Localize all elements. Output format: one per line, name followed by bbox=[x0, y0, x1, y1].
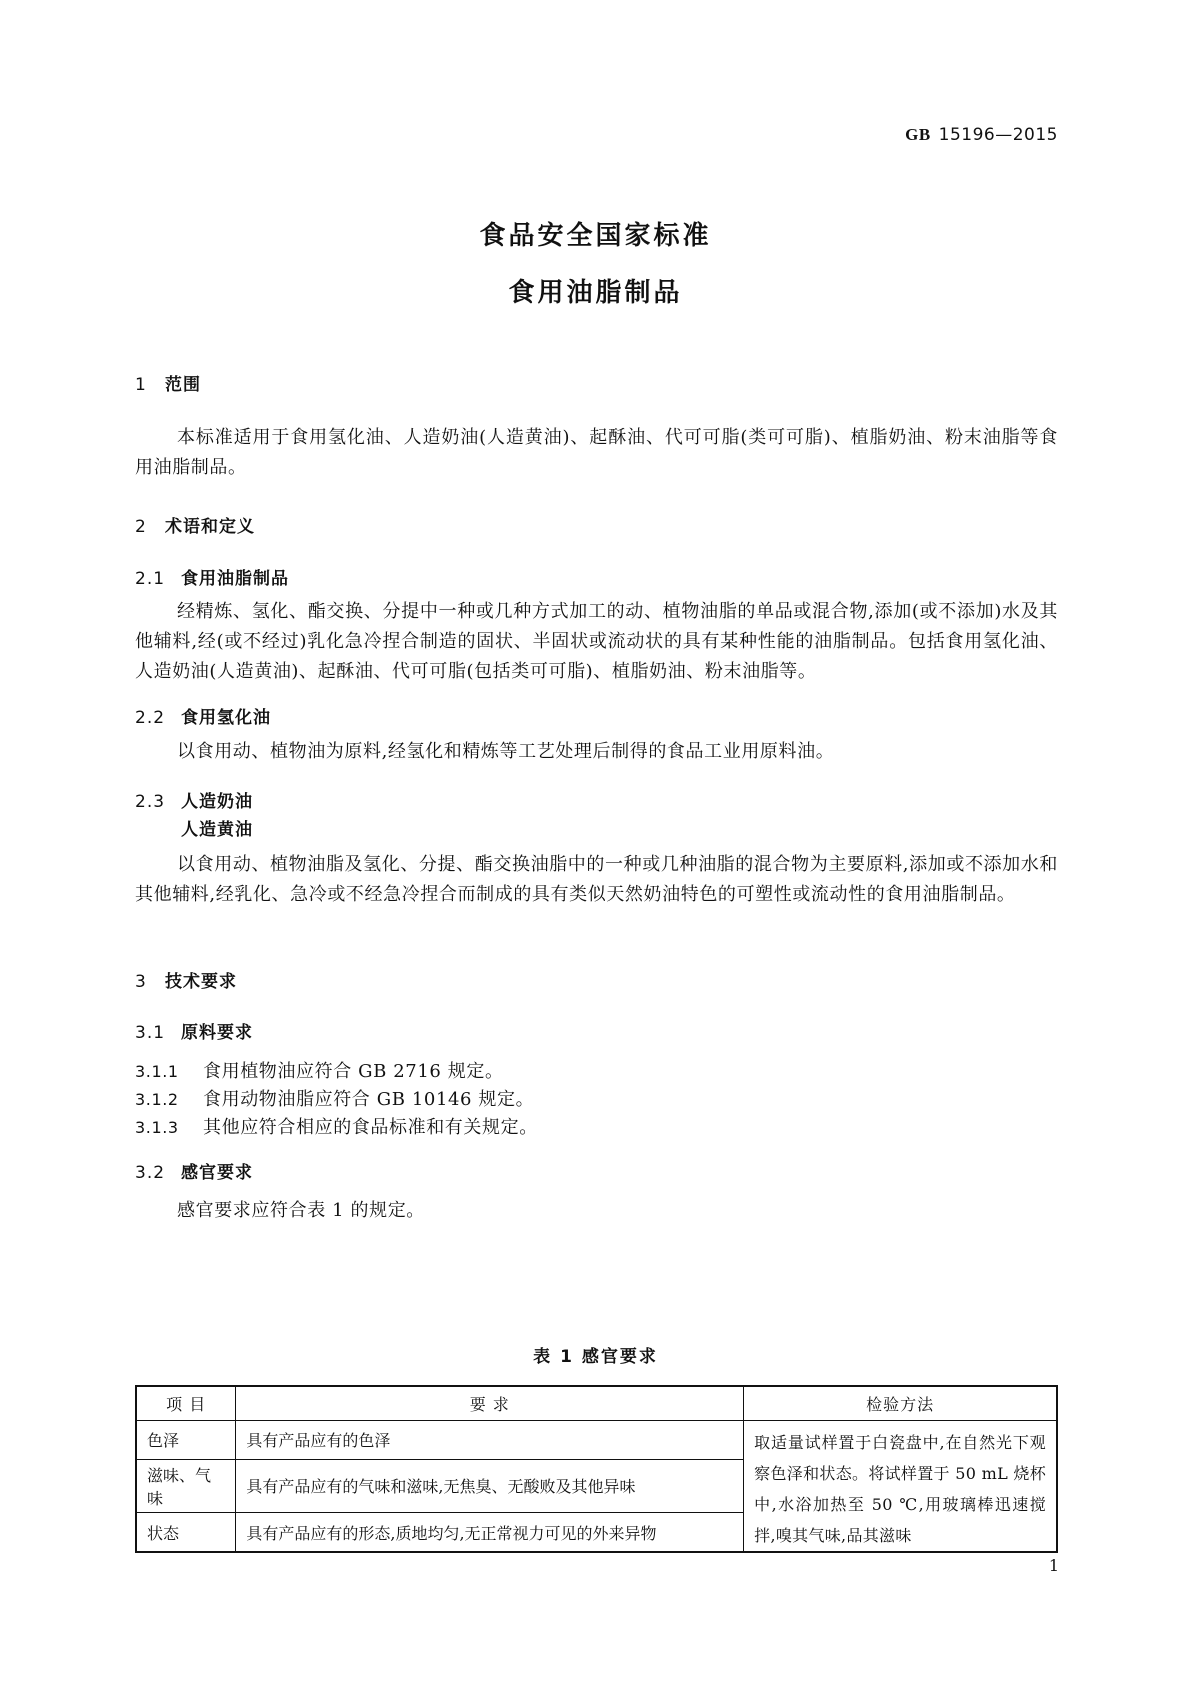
row-item: 滋味、气味 bbox=[136, 1459, 236, 1513]
section-title: 技术要求 bbox=[165, 972, 237, 992]
header-item: 项 目 bbox=[136, 1386, 236, 1421]
section-3-2-text: 感官要求应符合表 1 的规定。 bbox=[177, 1200, 425, 1221]
section-number: 2.1 bbox=[135, 569, 166, 589]
section-number: 3.2 bbox=[135, 1163, 166, 1183]
section-title: 术语和定义 bbox=[165, 517, 255, 537]
row-requirement: 具有产品应有的气味和滋味,无焦臭、无酸败及其他异味 bbox=[236, 1459, 744, 1513]
section-number: 2.3 bbox=[135, 792, 166, 812]
section-title: 范围 bbox=[165, 375, 201, 395]
standard-code bbox=[905, 125, 1058, 145]
row-requirement: 具有产品应有的色泽 bbox=[236, 1421, 744, 1460]
clause-number: 3.1.2 bbox=[135, 1090, 179, 1109]
row-requirement: 具有产品应有的形态,质地均匀,无正常视力可见的外来异物 bbox=[236, 1513, 744, 1552]
clause-3-1-1 bbox=[135, 1057, 504, 1083]
section-2-3-heading bbox=[135, 787, 253, 812]
clause-number: 3.1.3 bbox=[135, 1118, 179, 1137]
sensory-requirements-table bbox=[135, 1385, 1058, 1553]
table-1-caption: 表 1 感官要求 bbox=[533, 1347, 658, 1367]
row-item: 色泽 bbox=[136, 1421, 236, 1460]
clause-text: 食用植物油应符合 GB 2716 规定。 bbox=[203, 1061, 504, 1082]
main-title: 食品安全国家标准 bbox=[479, 221, 712, 251]
clause-text: 其他应符合相应的食品标准和有关规定。 bbox=[203, 1117, 538, 1138]
standard-number: 15196—2015 bbox=[938, 125, 1058, 145]
clause-text: 食用动物油脂应符合 GB 10146 规定。 bbox=[203, 1089, 535, 1110]
section-3-1-heading bbox=[135, 1018, 253, 1043]
section-1-text: 本标准适用于食用氢化油、人造奶油(人造黄油)、起酥油、代可可脂(类可可脂)、植脂奶油、粉末油脂等食用油脂制品。 bbox=[135, 427, 1058, 478]
clause-3-1-3 bbox=[135, 1113, 538, 1139]
section-number: 2.2 bbox=[135, 708, 166, 728]
section-title: 感官要求 bbox=[181, 1163, 253, 1183]
section-title: 人造奶油 bbox=[181, 792, 253, 812]
table-header-row bbox=[136, 1386, 1057, 1421]
section-2-2-text: 以食用动、植物油为原料,经氢化和精炼等工艺处理后制得的食品工业用原料油。 bbox=[177, 741, 835, 762]
section-3-2-heading bbox=[135, 1158, 253, 1183]
section-2-1-text: 经精炼、氢化、酯交换、分提中一种或几种方式加工的动、植物油脂的单品或混合物,添加(或不添加)水及其他辅料,经(或不经过)乳化急冷捏合制造的固状、半固状或流动状的具有某种性能的油脂制品。包括食用氢化油、人造奶油(人造黄油)、起酥油、代可可脂(包括类可可脂)、植脂奶油、粉末油脂等。 bbox=[135, 601, 1058, 682]
section-1-heading bbox=[135, 370, 201, 395]
inspection-method: 取适量试样置于白瓷盘中,在自然光下观察色泽和状态。将试样置于 50 mL 烧杯中,水浴加热至 50 ℃,用玻璃棒迅速搅拌,嗅其气味,品其滋味 bbox=[744, 1421, 1057, 1553]
header-requirement: 要 求 bbox=[236, 1386, 744, 1421]
standard-prefix: GB bbox=[905, 125, 931, 144]
section-title: 原料要求 bbox=[181, 1023, 253, 1043]
section-2-2-heading bbox=[135, 703, 271, 728]
sub-title: 食用油脂制品 bbox=[508, 278, 683, 308]
section-number: 2 bbox=[135, 517, 147, 537]
section-number: 3 bbox=[135, 972, 147, 992]
section-title: 食用油脂制品 bbox=[181, 569, 289, 589]
clause-3-1-2 bbox=[135, 1085, 534, 1111]
section-number: 3.1 bbox=[135, 1023, 166, 1043]
section-2-3-alt-title: 人造黄油 bbox=[181, 820, 253, 840]
section-3-heading bbox=[135, 967, 237, 992]
header-method: 检验方法 bbox=[744, 1386, 1057, 1421]
section-2-1-heading bbox=[135, 564, 289, 589]
section-number: 1 bbox=[135, 375, 147, 395]
section-title: 食用氢化油 bbox=[181, 708, 271, 728]
page-number: 1 bbox=[1048, 1556, 1059, 1575]
row-item: 状态 bbox=[136, 1513, 236, 1552]
section-2-heading bbox=[135, 512, 255, 537]
table-row bbox=[136, 1421, 1057, 1460]
clause-number: 3.1.1 bbox=[135, 1062, 179, 1081]
section-2-3-text: 以食用动、植物油脂及氢化、分提、酯交换油脂中的一种或几种油脂的混合物为主要原料,添加或不添加水和其他辅料,经乳化、急冷或不经急冷捏合而制成的具有类似天然奶油特色的可塑性或流动性的食用油脂制品。 bbox=[135, 854, 1058, 905]
